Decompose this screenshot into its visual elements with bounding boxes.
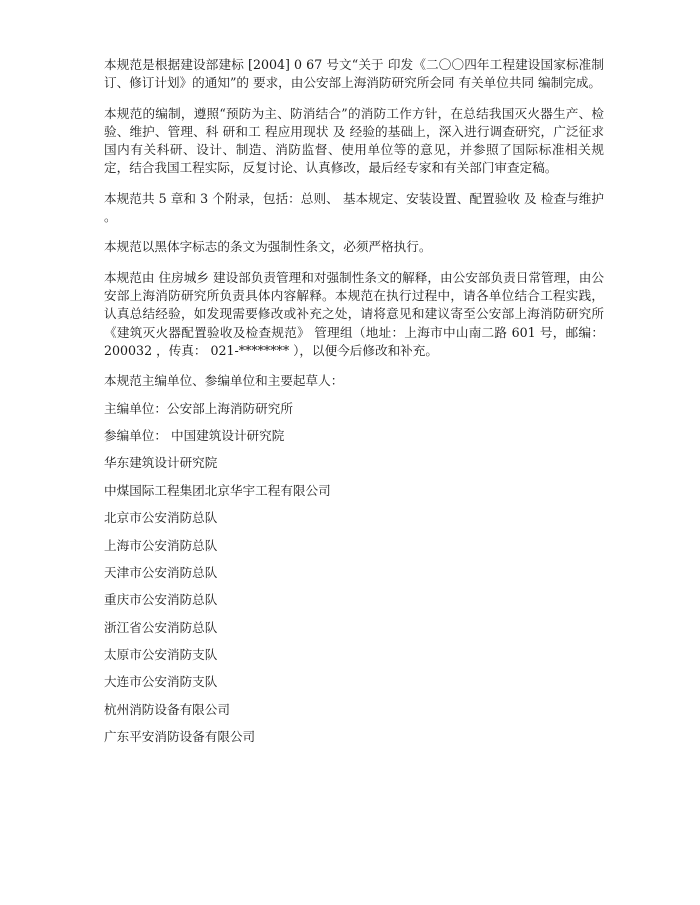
participating-unit: 参编单位： 中国建筑设计研究院 — [104, 427, 285, 443]
participating-unit: 华东建筑设计研究院 — [104, 455, 218, 471]
participating-unit: 天津市公安消防总队 — [104, 564, 218, 580]
participating-unit: 广东平安消防设备有限公司 — [104, 729, 256, 745]
participating-unit: 北京市公安消防总队 — [104, 510, 218, 526]
intro-paragraph: 本规范是根据建设部建标 [2004] 0 67 号文“关于 印发《二〇〇四年工程建设国家标准制订、修订计划》的通知”的 要求，由公安部上海消防研究所会同 有关单位共同 编制完成。 — [104, 57, 604, 91]
participating-unit: 中煤国际工程集团北京华宇工程有限公司 — [104, 482, 331, 498]
participating-unit: 上海市公安消防总队 — [104, 537, 218, 553]
structure-paragraph: 本规范共 5 章和 3 个附录，包括：总则、 基本规定、安装设置、配置验收 及 检查与维护 。 — [104, 190, 604, 225]
compilation-paragraph: 本规范的编制，遵照“预防为主、防消结合”的消防工作方针，在总结我国灭火器生产、检验、维护、管理、科 研和工 程应用现状 及 经验的基础上，深入进行调查研究，广泛征求国内有关科研、设计、制造、消防监督、使用单位等的意见，并参照了国际标准相关规定，结合我国工程实际，反复讨论、认真修改，最后经专家和有关部门审查定稿。 — [104, 105, 604, 176]
chief-editor-unit: 主编单位：公安部上海消防研究所 — [104, 400, 293, 416]
units-heading: 本规范主编单位、参编单位和主要起草人： — [104, 373, 344, 389]
document-page — [104, 56, 604, 756]
mandatory-clause-paragraph: 本规范以黑体字标志的条文为强制性条文，必须严格执行。 — [104, 239, 432, 255]
participating-unit: 浙江省公安消防总队 — [104, 619, 218, 635]
management-paragraph: 本规范由 住房城乡 建设部负责管理和对强制性条文的解释，由公安部负责日常管理，由公安部上海消防研究所负责具体内容解释。本规范在执行过程中，请各单位结合工程实践，认真总结经验，如发现需要修改或补充之处，请将意见和建议寄至公安部上海消防研究所《建筑灭火器配置验收及检查规范》 管理组（地址：上海市中山南二路 601 号，邮编： 200032 ，传真： 021-******** ），以便今后修改和补充。 — [104, 269, 604, 358]
participating-unit: 重庆市公安消防总队 — [104, 592, 218, 608]
participating-unit: 大连市公安消防支队 — [104, 674, 218, 690]
participating-unit: 杭州消防设备有限公司 — [104, 701, 230, 717]
participating-unit: 太原市公安消防支队 — [104, 647, 218, 663]
